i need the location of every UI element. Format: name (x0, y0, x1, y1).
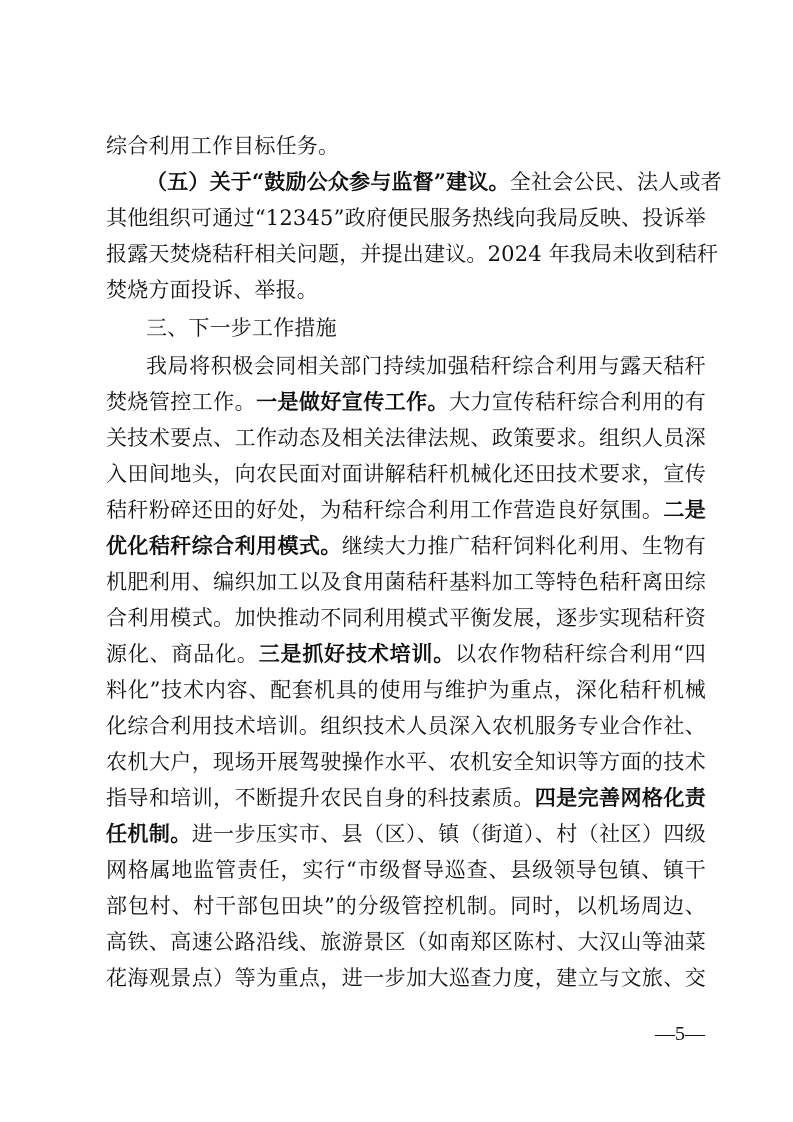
text-line (106, 708, 706, 744)
bold-phrase: 一是做好宣传工作。 (256, 389, 449, 414)
text-line (106, 888, 706, 924)
section-heading (146, 310, 706, 346)
bold-phrase: 四是完善网格化责 (534, 785, 706, 810)
text-line (106, 272, 706, 308)
text-span: 农机大户，现场开展驾驶操作水平、农机安全知识等方面的技术 (106, 750, 706, 774)
bold-phrase: 任机制。 (106, 821, 192, 846)
text-span: 我局将积极会同相关部门持续加强秸秆综合利用与露天秸秆 (146, 354, 706, 378)
text-span: 花海观景点）等为重点，进一步加大巡查力度，建立与文旅、交 (106, 966, 706, 990)
heading-text: 三、下一步工作措施 (146, 316, 337, 340)
text-span: 指导和培训，不断提升农民自身的科技素质。 (106, 786, 535, 810)
text-span: 高铁、高速公路沿线、旅游景区（如南郑区陈村、大汉山等油菜 (106, 930, 706, 954)
text-span: 网格属地监管责任，实行“市级督导巡查、县级领导包镇、镇干 (106, 858, 706, 882)
text-line (106, 600, 706, 636)
text-line (106, 200, 706, 236)
text-span: 综合利用工作目标任务。 (106, 134, 340, 158)
text-span: 报露天焚烧秸秆相关问题，并提出建议。2024 年我局未收到秸秆 (106, 242, 719, 266)
text-span: 进一步压实市、县（区）、镇（街道）、村（社区）四级 (191, 822, 706, 846)
text-line (106, 236, 719, 272)
text-span: 料化”技术内容、配套机具的使用与维护为重点，深化秸秆机械 (106, 678, 706, 702)
text-span: 秸秆粉碎还田的好处，为秸秆综合利用工作营造良好氛围。 (106, 498, 664, 522)
text-span: 其他组织可通过“12345”政府便民服务热线向我局反映、投诉举 (106, 206, 706, 230)
text-line (106, 672, 706, 708)
text-span: 合利用模式。加快推动不同利用模式平衡发展，逐步实现秸秆资 (106, 606, 706, 630)
text-span: 全社会公民、法人或者 (509, 170, 722, 194)
bold-phrase: 三是抓好技术培训。 (258, 641, 456, 666)
text-line (146, 348, 706, 384)
text-line (106, 780, 706, 816)
text-line (106, 528, 706, 564)
text-line (106, 564, 706, 600)
text-span: 入田间地头，向农民面对面讲解秸秆机械化还田技术要求，宣传 (106, 462, 706, 486)
text-line (106, 128, 706, 164)
text-span: 焚烧方面投诉、举报。 (106, 278, 318, 302)
text-line (106, 636, 706, 672)
text-span: 焚烧管控工作。 (106, 390, 257, 414)
text-span: 大力宣传秸秆综合利用的有 (449, 390, 706, 414)
bold-phrase: 优化秸秆综合利用模式。 (106, 533, 342, 558)
text-span: 化综合利用技术培训。组织技术人员深入农机服务专业合作社、 (106, 714, 706, 738)
bold-phrase: 二是 (663, 497, 706, 522)
text-line (106, 420, 706, 456)
text-line (106, 960, 706, 996)
text-span: 部包村、村干部包田块”的分级管控机制。同时，以机场周边、 (106, 894, 706, 918)
text-span: 关技术要点、工作动态及相关法律法规、政策要求。组织人员深 (106, 426, 706, 450)
text-line (106, 492, 706, 528)
text-span: 继续大力推广秸秆饲料化利用、生物有 (341, 534, 706, 558)
text-line (106, 816, 706, 852)
text-line (106, 852, 706, 888)
section-label: （五）关于“鼓励公众参与监督”建议。 (146, 169, 510, 194)
text-span: 以农作物秸秆综合利用“四 (455, 642, 706, 666)
text-line (106, 456, 706, 492)
text-span: 源化、商品化。 (106, 642, 259, 666)
text-line (106, 744, 706, 780)
text-line (106, 924, 706, 960)
page-number: —5— (655, 1023, 705, 1045)
text-line (146, 164, 722, 200)
text-line (106, 384, 706, 420)
text-span: 机肥利用、编织加工以及食用菌秸秆基料加工等特色秸秆离田综 (106, 570, 706, 594)
